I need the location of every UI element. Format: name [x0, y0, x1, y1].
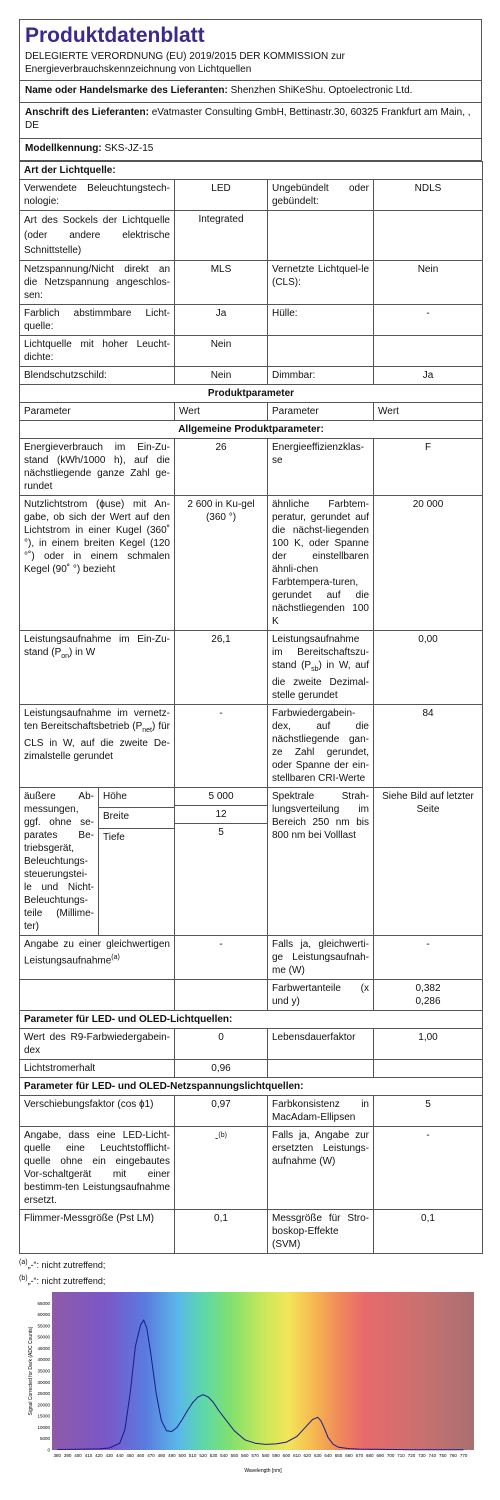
retrofit-value-text: -	[215, 1133, 219, 1145]
footnote-b	[19, 1273, 482, 1287]
table-row	[20, 1127, 483, 1210]
pnet-label-text: Leistungsaufnahme im vernetz-ten Bereitschaftsbetrieb (P	[24, 708, 170, 732]
x-tick-label: 570	[251, 1453, 259, 1458]
x-tick-label: 750	[438, 1453, 447, 1458]
mains-section-heading: Parameter für LED- und OLED-Netzspannungslichtquellen:	[20, 1078, 483, 1096]
empty-cell	[374, 211, 483, 261]
dimmable-label: Dimmbar:	[268, 367, 374, 385]
psb-label	[268, 631, 374, 705]
cct-label: ähnliche Farbtem-peratur, gerundet auf die nächst-liegenden 100 K, oder Spanne der einstellbaren ähnli-chen Farbtempera-turen, gerundet auf die nächstliegenden 100 K	[268, 496, 374, 631]
table-row	[20, 631, 483, 705]
pnet-label-unit: ) für CLS in W, auf die zweite De-zimalstelle gerundet	[24, 721, 170, 762]
x-tick-label: 470	[147, 1453, 155, 1458]
x-tick-label: 550	[230, 1453, 239, 1458]
footnote-b-text: „-“: nicht zutreffend;	[27, 1276, 106, 1286]
table-row	[20, 1060, 483, 1078]
pon-subscript: on	[61, 653, 70, 660]
y-tick-label: 45000	[37, 1345, 50, 1351]
flicker-label: Flimmer-Messgröße (Pst LM)	[20, 1210, 175, 1254]
table-header-row	[20, 403, 483, 421]
y-tick-label: 10000	[37, 1424, 50, 1430]
x-tick-label: 660	[345, 1453, 353, 1458]
cct-value: 20 000	[374, 496, 483, 631]
y-tick-label: 50000	[37, 1334, 50, 1340]
antiglare-label: Blendschutzschild:	[20, 367, 175, 385]
supplier-address-row	[19, 103, 482, 139]
tech-value: LED	[175, 180, 268, 211]
x-tick-label: 410	[84, 1453, 93, 1458]
y-axis-label: Signal Corrected for Dark (ADC Counts)	[28, 1326, 34, 1416]
title-box	[19, 19, 482, 81]
cap-label: Art des Sockels der Lichtquelle (oder andere elektrische Schnittstelle)	[20, 211, 175, 261]
x-tick-label: 440	[115, 1453, 124, 1458]
x-tick-label: 480	[157, 1453, 166, 1458]
table-row	[20, 705, 483, 788]
y-tick-label: 25000	[37, 1391, 50, 1397]
footnote-a-mark: (a)	[111, 954, 120, 961]
survival-factor-value: 1,00	[374, 1029, 483, 1060]
x-tick-label: 650	[334, 1453, 343, 1458]
chromaticity-y: 0,286	[415, 996, 441, 1007]
x-tick-label: 500	[178, 1453, 187, 1458]
empty-cell	[268, 336, 374, 367]
model-value: SKS-JZ-15	[104, 143, 154, 154]
macadam-value: 5	[374, 1096, 483, 1127]
model-label: Modellkennung:	[25, 143, 102, 154]
pnet-value: -	[175, 705, 268, 788]
x-tick-label: 690	[376, 1453, 384, 1458]
x-tick-label: 490	[168, 1453, 176, 1458]
psb-value: 0,00	[374, 631, 483, 705]
lumen-maintenance-value: 0,96	[175, 1060, 268, 1078]
psb-subscript: sb	[311, 666, 319, 673]
type-heading: Art der Lichtquelle:	[20, 162, 483, 180]
y-tick-label: 30000	[37, 1379, 50, 1385]
r9-label: Wert des R9-Farbwiedergabein-dex	[20, 1029, 175, 1060]
table-row	[20, 211, 483, 261]
footnote-b-mark: (b)	[218, 1132, 227, 1139]
x-tick-label: 720	[407, 1453, 416, 1458]
x-tick-label: 740	[428, 1453, 437, 1458]
table-row	[20, 439, 483, 496]
retrofit-label: Angabe, dass eine LED-Licht-quelle eine Leuchtstofflicht-quelle ohne ein eingebautes Vor-schaltgerät mit einer bestimm-ten Leistungsaufnahme ersetzt.	[20, 1127, 175, 1210]
x-tick-label: 430	[105, 1453, 114, 1458]
tunable-label: Farblich abstimmbare Licht-quelle:	[20, 305, 175, 336]
product-params-heading: Produktparameter	[20, 385, 483, 403]
equivalent-label-text: Angabe zu einer gleichwertigen Leistungsaufnahme	[24, 939, 170, 967]
tunable-value: Ja	[175, 305, 268, 336]
directional-label: Ungebündelt oder gebündelt:	[268, 180, 374, 211]
height-label: Höhe	[99, 788, 175, 808]
height-value: 5 000	[175, 788, 267, 806]
cri-value: 84	[374, 705, 483, 788]
empty-cell	[374, 1060, 483, 1078]
cls-label: Vernetzte Lichtquel-le (CLS):	[268, 261, 374, 305]
pnet-subscript: net	[142, 727, 152, 734]
svm-label: Messgröße für Stro-boskop-Effekte (SVM)	[268, 1210, 374, 1254]
depth-label: Tiefe	[103, 832, 125, 843]
y-tick-label: 40000	[37, 1357, 50, 1363]
y-tick-label: 60000	[37, 1312, 50, 1318]
width-value: 12	[175, 806, 267, 824]
column-header-parameter: Parameter	[268, 403, 374, 421]
table-row	[20, 305, 483, 336]
table-row	[20, 788, 483, 936]
table-row	[20, 261, 483, 305]
x-tick-label: 580	[261, 1453, 270, 1458]
table-row	[20, 496, 483, 631]
x-tick-label: 450	[126, 1453, 134, 1458]
pnet-label	[20, 705, 175, 788]
x-axis-label: Wavelength [nm]	[244, 1468, 282, 1474]
column-header-parameter: Parameter	[20, 403, 175, 421]
table-row	[20, 1096, 483, 1127]
table-row	[20, 336, 483, 367]
chromaticity-x: 0,382	[415, 983, 441, 994]
column-header-value: Wert	[175, 403, 268, 421]
table-row	[20, 980, 483, 1011]
antiglare-value: Nein	[175, 367, 268, 385]
table-row	[20, 1029, 483, 1060]
r9-value: 0	[175, 1029, 268, 1060]
survival-factor-label: Lebensdauerfaktor	[268, 1029, 374, 1060]
x-tick-label: 770	[459, 1453, 468, 1458]
x-tick-label: 460	[136, 1453, 145, 1458]
empty-cell	[268, 211, 374, 261]
y-tick-label: 15000	[37, 1413, 50, 1419]
flicker-value: 0,1	[175, 1210, 268, 1254]
x-tick-label: 510	[188, 1453, 197, 1458]
dimensions-values	[175, 788, 268, 936]
table-row	[20, 936, 483, 980]
x-tick-label: 400	[74, 1453, 82, 1458]
y-tick-label: 5000	[39, 1436, 50, 1442]
parameter-table	[19, 161, 483, 1254]
pon-value: 26,1	[175, 631, 268, 705]
energy-label: Energieverbrauch im Ein-Zu-stand (kWh/1000 h), auf die nächstliegende ganze Zahl ge-rundet	[20, 439, 175, 496]
mains-value: MLS	[175, 261, 268, 305]
table-row	[20, 367, 483, 385]
pon-label-unit: ) in W	[69, 647, 96, 658]
flux-label: Nutzlichtstrom (ɸuse) mit An-gabe, ob sich der Wert auf den Lichtstrom in einer Kugel (360˚ °), in einem breiten Kegel (120 °˚) oder in einem schmalen Kegel (90˚ °) bezieht	[20, 496, 175, 631]
datasheet	[19, 19, 482, 1287]
flux-value: 2 600 in Ku-gel (360 °)	[175, 496, 268, 631]
psb-label-text: Leistungsaufnahme im Bereitschaftszu-stand (P	[272, 634, 369, 671]
envelope-label: Hülle:	[268, 305, 374, 336]
general-params-heading: Allgemeine Produktparameter:	[20, 421, 483, 439]
cap-value: Integrated	[175, 211, 268, 261]
regulation-text: DELEGIERTE VERORDNUNG (EU) 2019/2015 DER KOMMISSION zur Energieverbrauchskennzeichnung von Lichtquellen	[25, 51, 345, 75]
x-tick-label: 710	[397, 1453, 405, 1458]
x-tick-label: 730	[418, 1453, 426, 1458]
x-tick-label: 520	[199, 1453, 207, 1458]
x-tick-label: 760	[449, 1453, 457, 1458]
x-tick-label: 540	[220, 1453, 228, 1458]
x-tick-label: 560	[241, 1453, 249, 1458]
dimensions-cell	[20, 788, 175, 936]
supplier-address-label: Anschrift des Lieferanten:	[25, 107, 149, 118]
cls-value: Nein	[374, 261, 483, 305]
x-tick-label: 420	[95, 1453, 103, 1458]
retrofit-value	[175, 1127, 268, 1210]
svm-value: 0,1	[374, 1210, 483, 1254]
supplier-name-label: Name oder Handelsmarke des Lieferanten:	[25, 85, 228, 96]
macadam-label: Farbkonsistenz in MacAdam-Ellipsen	[268, 1096, 374, 1127]
table-row	[20, 1210, 483, 1254]
y-tick-label: 65000	[37, 1300, 50, 1306]
cri-label: Farbwiedergabein-dex, auf die nächstliegende gan-ze Zahl gerundet, oder Spanne der ein-stellbaren CRI-Werte	[268, 705, 374, 788]
dimensions-subtable	[20, 788, 174, 935]
empty-cell	[268, 1060, 374, 1078]
x-tick-label: 600	[282, 1453, 291, 1458]
hl-label: Lichtquelle mit hoher Leucht-dichte:	[20, 336, 175, 367]
x-tick-label: 530	[209, 1453, 218, 1458]
x-tick-label: 680	[366, 1453, 374, 1458]
empty-cell	[175, 980, 268, 1011]
chromaticity-label: Farbwertanteile (x und y)	[268, 980, 374, 1011]
column-header-value: Wert	[374, 403, 483, 421]
x-tick-label: 610	[293, 1453, 301, 1458]
footnote-b-marker: (b)	[19, 1275, 28, 1282]
x-tick-label: 670	[355, 1453, 364, 1458]
pon-label-text: Leistungsaufnahme im Ein-Zu-stand (P	[24, 634, 170, 658]
page-title: Produktdatenblatt	[25, 24, 205, 47]
spectrum-svg	[24, 1286, 480, 1476]
equivalent-power-label: Falls ja, gleichwerti-ge Leistungsaufnah-me (W)	[268, 936, 374, 980]
model-row	[19, 139, 482, 161]
depth-value: 5	[218, 827, 224, 838]
directional-value: NDLS	[374, 180, 483, 211]
x-tick-label: 700	[386, 1453, 395, 1458]
lumen-maintenance-label: Lichtstromerhalt	[20, 1060, 175, 1078]
hl-value: Nein	[175, 336, 268, 367]
x-tick-label: 630	[313, 1453, 322, 1458]
dimmable-value: Ja	[374, 367, 483, 385]
efficiency-class-label: Energieeffizienzklas-se	[268, 439, 374, 496]
replaced-power-label: Falls ja, Angabe zur ersetzten Leistungs-aufnahme (W)	[268, 1127, 374, 1210]
equivalent-value: -	[175, 936, 268, 980]
energy-value: 26	[175, 439, 268, 496]
y-tick-label: 55000	[37, 1323, 50, 1329]
x-tick-label: 640	[324, 1453, 332, 1458]
equivalent-power-value: -	[374, 936, 483, 980]
spectrum-band	[52, 1292, 474, 1450]
footnote-a-marker: (a)	[19, 1259, 28, 1266]
psb-label-unit: ) in W, auf die zweite Dezimal-stelle gerundet	[272, 660, 369, 701]
spectral-label: Spektrale Strah-lungsverteilung im Bereich 250 nm bis 800 nm bei Volllast	[268, 788, 374, 936]
chromaticity-value	[374, 980, 483, 1011]
supplier-address-value: eVatmaster Consulting GmbH, Bettinastr.30, 60325 Frankfurt am Main, , DE	[25, 107, 471, 131]
y-tick-label: 0	[47, 1447, 50, 1453]
empty-cell	[374, 336, 483, 367]
x-tick-label: 590	[272, 1453, 280, 1458]
footnote-a	[19, 1257, 482, 1271]
supplier-name-value: Shenzhen ShiKeShu. Optoelectronic Ltd.	[230, 85, 413, 96]
dimensions-label: äußere Ab-messungen, ggf. ohne se-parates Be-triebsgerät, Beleuchtungs-steuerungstei-le und Nicht-Beleuchtungs-teile (Millime-ter)	[20, 788, 99, 935]
x-tick-label: 620	[303, 1453, 312, 1458]
displacement-factor-value: 0,97	[175, 1096, 268, 1127]
spectral-value: Siehe Bild auf letzter Seite	[374, 788, 483, 936]
efficiency-class-value: F	[374, 439, 483, 496]
x-tick-label: 380	[53, 1453, 61, 1458]
y-tick-label: 35000	[37, 1368, 50, 1374]
empty-cell	[20, 980, 175, 1011]
mains-label: Netzspannung/Nicht direkt an die Netzspannung angeschlos-sen:	[20, 261, 175, 305]
tech-label: Verwendete Beleuchtungstech-nologie:	[20, 180, 175, 211]
displacement-factor-label: Verschiebungsfaktor (cos ɸ1)	[20, 1096, 175, 1127]
pon-label	[20, 631, 175, 705]
supplier-name-row	[19, 81, 482, 103]
x-tick-label: 390	[63, 1453, 72, 1458]
equivalent-label	[20, 936, 175, 980]
led-section-heading: Parameter für LED- und OLED-Lichtquellen:	[20, 1011, 483, 1029]
envelope-value: -	[374, 305, 483, 336]
spectrum-chart	[24, 1286, 480, 1476]
footnote-a-text: „-“: nicht zutreffend;	[27, 1260, 106, 1270]
replaced-power-value: -	[374, 1127, 483, 1210]
table-row	[20, 180, 483, 211]
width-label: Breite	[99, 808, 175, 829]
y-tick-label: 20000	[37, 1402, 50, 1408]
